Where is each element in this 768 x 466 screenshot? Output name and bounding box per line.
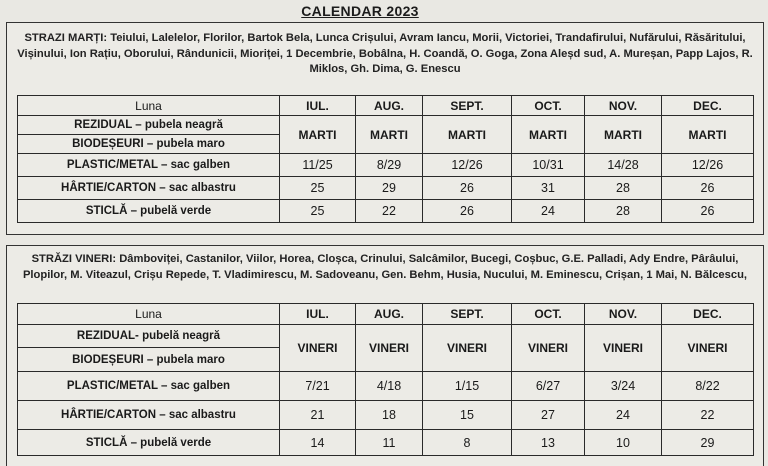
value-cell: 10	[585, 430, 662, 456]
value-cell: 4/18	[356, 372, 423, 401]
day-cell: VINERI	[423, 325, 512, 372]
table-row	[18, 116, 754, 135]
row-label-plastic: PLASTIC/METAL – sac galben	[18, 154, 280, 177]
day-cell: VINERI	[585, 325, 662, 372]
table-row	[18, 372, 754, 401]
value-cell: 11/25	[280, 154, 356, 177]
month-sep: SEPT.	[423, 96, 512, 116]
value-cell: 27	[512, 401, 585, 430]
day-cell: MARTI	[512, 116, 585, 154]
day-cell: VINERI	[356, 325, 423, 372]
row-label-hartie: HÂRTIE/CARTON – sac albastru	[18, 177, 280, 200]
day-cell: VINERI	[280, 325, 356, 372]
value-cell: 25	[280, 177, 356, 200]
row-label-rezidual: REZIDUAL – pubela neagră	[18, 116, 280, 135]
month-jul: IUL.	[280, 304, 356, 325]
value-cell: 8/22	[662, 372, 754, 401]
month-sep: SEPT.	[423, 304, 512, 325]
value-cell: 3/24	[585, 372, 662, 401]
value-cell: 15	[423, 401, 512, 430]
day-cell: MARTI	[356, 116, 423, 154]
value-cell: 13	[512, 430, 585, 456]
calendar-title: CALENDAR 2023	[301, 3, 419, 19]
table-row	[18, 430, 754, 456]
row-label-rezidual: REZIDUAL- pubelă neagră	[18, 325, 280, 348]
friday-schedule-table	[17, 303, 754, 456]
value-cell: 14	[280, 430, 356, 456]
table-row	[18, 325, 754, 348]
table-header-row	[18, 96, 754, 116]
value-cell: 26	[662, 177, 754, 200]
value-cell: 28	[585, 177, 662, 200]
row-label-biodeseuri: BIODEȘEURI – pubela maro	[18, 348, 280, 372]
value-cell: 22	[662, 401, 754, 430]
tuesday-section	[6, 22, 764, 235]
table-header-row	[18, 304, 754, 325]
value-cell: 11	[356, 430, 423, 456]
month-dec: DEC.	[662, 96, 754, 116]
value-cell: 29	[356, 177, 423, 200]
friday-streets: STRĂZI VINERI: Dâmboviței, Castanilor, Viilor, Horea, Cloșca, Crinului, Salcâmilor, Bucegi, Coșbuc, G.E. Palladi, Ady Endre, Pârâului, Plopilor, M. Viteazul, Crișu Repede, T. Vladimirescu, M. Sadoveanu, Gen. Behm, Husia, Nucului, M. Eminescu, Crișan, 1 Mai, N. Bălcescu,	[22, 253, 748, 281]
month-oct: OCT.	[512, 96, 585, 116]
day-cell: VINERI	[512, 325, 585, 372]
month-jul: IUL.	[280, 96, 356, 116]
value-cell: 7/21	[280, 372, 356, 401]
value-cell: 12/26	[662, 154, 754, 177]
value-cell: 10/31	[512, 154, 585, 177]
value-cell: 6/27	[512, 372, 585, 401]
value-cell: 1/15	[423, 372, 512, 401]
value-cell: 28	[585, 200, 662, 223]
value-cell: 12/26	[423, 154, 512, 177]
month-aug: AUG.	[356, 304, 423, 325]
value-cell: 26	[423, 200, 512, 223]
value-cell: 26	[423, 177, 512, 200]
month-dec: DEC.	[662, 304, 754, 325]
month-aug: AUG.	[356, 96, 423, 116]
day-cell: MARTI	[585, 116, 662, 154]
value-cell: 24	[585, 401, 662, 430]
table-row	[18, 200, 754, 223]
month-header: Luna	[18, 96, 280, 116]
value-cell: 29	[662, 430, 754, 456]
value-cell: 25	[280, 200, 356, 223]
tuesday-schedule-table	[17, 95, 754, 223]
day-cell: MARTI	[662, 116, 754, 154]
friday-section	[6, 245, 764, 466]
value-cell: 8/29	[356, 154, 423, 177]
value-cell: 31	[512, 177, 585, 200]
month-nov: NOV.	[585, 304, 662, 325]
value-cell: 21	[280, 401, 356, 430]
month-oct: OCT.	[512, 304, 585, 325]
month-nov: NOV.	[585, 96, 662, 116]
value-cell: 24	[512, 200, 585, 223]
tuesday-streets: STRAZI MARȚI: Teiului, Lalelelor, Florilor, Bartok Bela, Lunca Crișului, Avram Iancu, Morii, Victoriei, Trandafirului, Nufărului, Răsăritului, Vișinului, Ion Rațiu, Oborului, Rândunicii, Mioriței, 1 Decembrie, Bobâlna, H. Coandă, O. Goga, Zona Aleșd sud, A. Mureșan, Papp Lajos, R. Miklos, Gh. Dima, G. Enescu	[17, 32, 753, 75]
row-label-plastic: PLASTIC/METAL – sac galben	[18, 372, 280, 401]
table-row	[18, 401, 754, 430]
row-label-sticla: STICLĂ – pubelă verde	[18, 430, 280, 456]
day-cell: MARTI	[423, 116, 512, 154]
row-label-hartie: HÂRTIE/CARTON – sac albastru	[18, 401, 280, 430]
value-cell: 18	[356, 401, 423, 430]
value-cell: 26	[662, 200, 754, 223]
value-cell: 8	[423, 430, 512, 456]
row-label-biodeseuri: BIODEȘEURI – pubela maro	[18, 135, 280, 154]
day-cell: MARTI	[280, 116, 356, 154]
table-row	[18, 154, 754, 177]
value-cell: 14/28	[585, 154, 662, 177]
table-row	[18, 177, 754, 200]
day-cell: VINERI	[662, 325, 754, 372]
row-label-sticla: STICLĂ – pubelă verde	[18, 200, 280, 223]
value-cell: 22	[356, 200, 423, 223]
month-header: Luna	[18, 304, 280, 325]
